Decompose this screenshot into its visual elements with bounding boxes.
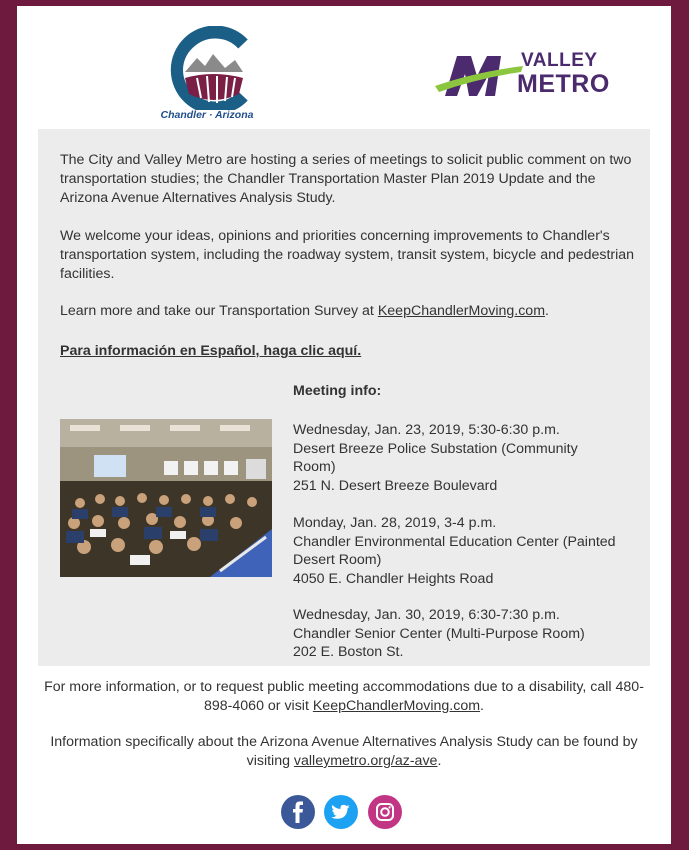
survey-text: Learn more and take our Transportation Survey at	[60, 303, 378, 319]
meeting-date: Wednesday, Jan. 23, 2019, 5:30-6:30 p.m.	[293, 422, 560, 438]
meeting-photo	[60, 419, 272, 577]
meeting-room-photo-icon	[60, 419, 272, 577]
chandler-emblem-icon	[147, 26, 267, 110]
footer-keepchandlermoving-link[interactable]: KeepChandlerMoving.com	[312, 698, 481, 714]
espanol-link[interactable]: Para información en Español, haga clic aquí.	[60, 343, 362, 359]
intro-paragraph-1: The City and Valley Metro are hosting a series of meetings to solicit public comment on two transportation studies; the Chandler Transportation Master Plan 2019 Update and the Arizona Avenue Alternatives Analysis Study.	[60, 152, 632, 206]
valleymetro-link[interactable]: valleymetro.org/az-ave	[293, 753, 438, 769]
meeting-info-title: Meeting info:	[293, 383, 382, 399]
footer-contact-period: .	[480, 698, 484, 714]
content-panel	[38, 129, 650, 666]
footer-study-info	[37, 733, 651, 771]
valley-metro-line1: VALLEY	[521, 50, 598, 71]
meeting-date: Monday, Jan. 28, 2019, 3-4 p.m.	[293, 515, 497, 531]
meeting-address: 202 E. Boston St.	[293, 644, 404, 660]
valley-metro-line2: METRO	[517, 70, 610, 98]
chandler-caption: Chandler · Arizona	[160, 109, 254, 121]
facebook-icon[interactable]	[281, 795, 315, 829]
meeting-item	[293, 421, 623, 495]
meeting-item	[293, 606, 623, 662]
footer-study-period: .	[437, 753, 442, 769]
footer-contact	[37, 678, 651, 716]
keepchandlermoving-link[interactable]: KeepChandlerMoving.com	[377, 303, 546, 319]
footer-study-text: Information specifically about the Arizona Avenue Alternatives Analysis Study can be found by visiting	[50, 734, 638, 769]
valley-metro-m-icon	[435, 46, 525, 104]
survey-period: .	[545, 303, 549, 319]
meeting-place: Chandler Senior Center (Multi-Purpose Room)	[293, 625, 585, 642]
footer-contact-text: For more information, or to request public meeting accommodations due to a disability, call 480-898-4060 or visit	[44, 679, 644, 714]
chandler-logo[interactable]	[147, 26, 267, 128]
valley-metro-logo[interactable]	[435, 46, 620, 104]
intro-paragraph-2: We welcome your ideas, opinions and priorities concerning improvements to Chandler's transportation system, including the roadway system, transit system, bicycle and pedestrian facilities.	[60, 228, 635, 282]
meeting-item	[293, 514, 623, 588]
meeting-address: 251 N. Desert Breeze Boulevard	[293, 477, 498, 494]
instagram-icon[interactable]	[368, 795, 402, 829]
meeting-place: Chandler Environmental Education Center (Painted Desert Room)	[293, 533, 616, 568]
meeting-address: 4050 E. Chandler Heights Road	[293, 570, 494, 587]
espanol-paragraph	[60, 342, 635, 361]
meeting-date: Wednesday, Jan. 30, 2019, 6:30-7:30 p.m.	[293, 607, 560, 623]
twitter-icon[interactable]	[324, 795, 358, 829]
email-card	[17, 6, 671, 844]
meeting-place: Desert Breeze Police Substation (Community Room)	[293, 440, 578, 475]
survey-paragraph	[60, 302, 635, 321]
